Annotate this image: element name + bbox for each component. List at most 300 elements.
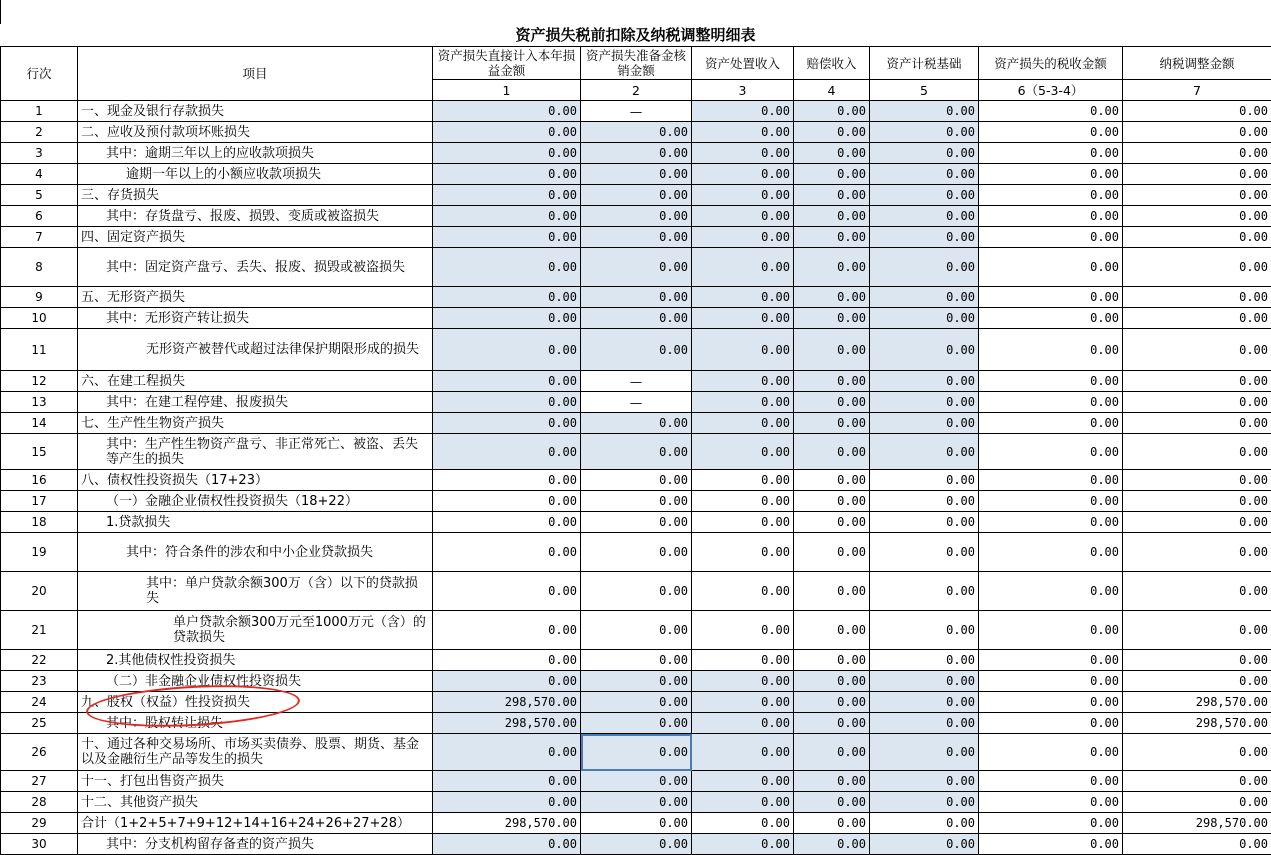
row-item-label: 九、股权（权益）性投资损失 bbox=[78, 692, 433, 713]
cell-col-4: 0.00 bbox=[794, 813, 870, 834]
row-number: 15 bbox=[1, 434, 78, 470]
cell-col-2[interactable]: 0.00 bbox=[581, 248, 692, 287]
cell-col-4: 0.00 bbox=[794, 650, 870, 671]
row-number: 8 bbox=[1, 248, 78, 287]
cell-col-4[interactable]: 0.00 bbox=[794, 671, 870, 692]
page-title: 资产损失税前扣除及纳税调整明细表 bbox=[0, 24, 1271, 46]
cell-col-7: 0.00 bbox=[1123, 122, 1271, 143]
row-item-label: 逾期一年以上的小额应收款项损失 bbox=[78, 164, 433, 185]
table-row bbox=[1, 164, 1271, 185]
row-number: 3 bbox=[1, 143, 78, 164]
cell-col-6: 0.00 bbox=[979, 713, 1123, 734]
table-row bbox=[1, 692, 1271, 713]
row-item-label: 1.贷款损失 bbox=[78, 512, 433, 533]
cell-col-4[interactable]: 0.00 bbox=[794, 392, 870, 413]
cell-col-4[interactable]: 0.00 bbox=[794, 185, 870, 206]
cell-col-6: 0.00 bbox=[979, 771, 1123, 792]
row-item-label: 其中：固定资产盘亏、丢失、报废、损毁或被盗损失 bbox=[78, 248, 433, 287]
cell-col-3[interactable]: 0.00 bbox=[692, 834, 794, 855]
cell-col-1: 0.00 bbox=[433, 491, 581, 512]
row-item-label: 一、现金及银行存款损失 bbox=[78, 101, 433, 122]
colnum-5: 5 bbox=[870, 80, 979, 101]
cell-col-6: 0.00 bbox=[979, 434, 1123, 470]
cell-col-4[interactable]: 0.00 bbox=[794, 434, 870, 470]
cell-col-2[interactable]: 0.00 bbox=[581, 771, 692, 792]
cell-col-3: 0.00 bbox=[692, 470, 794, 491]
row-item-label: 八、债权性投资损失（17+23） bbox=[78, 470, 433, 491]
cell-col-5[interactable]: 0.00 bbox=[870, 248, 979, 287]
cell-col-6: 0.00 bbox=[979, 371, 1123, 392]
header-col-7: 纳税调整金额 bbox=[1123, 47, 1271, 80]
cell-col-4: 0.00 bbox=[794, 533, 870, 572]
cell-col-6: 0.00 bbox=[979, 287, 1123, 308]
table-row bbox=[1, 813, 1271, 834]
cell-col-5: 0.00 bbox=[870, 470, 979, 491]
cell-col-5[interactable]: 0.00 bbox=[870, 308, 979, 329]
row-number: 16 bbox=[1, 470, 78, 491]
row-number: 26 bbox=[1, 734, 78, 771]
row-item-label: 其中：存货盘亏、报废、损毁、变质或被盗损失 bbox=[78, 206, 433, 227]
cell-col-2[interactable]: 0.00 bbox=[581, 143, 692, 164]
cell-col-1[interactable]: 0.00 bbox=[433, 329, 581, 371]
row-item-label: 单户贷款余额300万元至1000万元（含）的 贷款损失 bbox=[78, 611, 433, 650]
cell-col-4[interactable]: 0.00 bbox=[794, 834, 870, 855]
cell-col-6: 0.00 bbox=[979, 470, 1123, 491]
cell-col-7: 0.00 bbox=[1123, 101, 1271, 122]
cell-col-1[interactable]: 0.00 bbox=[433, 122, 581, 143]
cell-col-3[interactable]: 0.00 bbox=[692, 101, 794, 122]
cell-col-7: 0.00 bbox=[1123, 572, 1271, 611]
cell-col-6: 0.00 bbox=[979, 671, 1123, 692]
cell-col-7: 0.00 bbox=[1123, 771, 1271, 792]
cell-col-2: 0.00 bbox=[581, 512, 692, 533]
cell-col-4[interactable]: 0.00 bbox=[794, 329, 870, 371]
cell-col-7: 0.00 bbox=[1123, 287, 1271, 308]
cell-col-2[interactable]: 0.00 bbox=[581, 692, 692, 713]
cell-col-5[interactable]: 0.00 bbox=[870, 771, 979, 792]
table-row bbox=[1, 512, 1271, 533]
row-number: 18 bbox=[1, 512, 78, 533]
cell-col-7: 0.00 bbox=[1123, 248, 1271, 287]
cell-col-4[interactable]: 0.00 bbox=[794, 792, 870, 813]
cell-col-2: 0.00 bbox=[581, 491, 692, 512]
cell-col-6: 0.00 bbox=[979, 491, 1123, 512]
cell-col-1[interactable]: 0.00 bbox=[433, 392, 581, 413]
cell-col-3[interactable]: 0.00 bbox=[692, 734, 794, 771]
cell-col-1[interactable]: 0.00 bbox=[433, 308, 581, 329]
cell-col-1[interactable]: 0.00 bbox=[433, 164, 581, 185]
row-number: 22 bbox=[1, 650, 78, 671]
cell-col-5[interactable]: 0.00 bbox=[870, 206, 979, 227]
header-col-3: 资产处置收入 bbox=[692, 47, 794, 80]
cell-col-2[interactable]: 0.00 bbox=[581, 834, 692, 855]
table-row bbox=[1, 308, 1271, 329]
row-number: 28 bbox=[1, 792, 78, 813]
cell-col-4: 0.00 bbox=[794, 491, 870, 512]
cell-col-1[interactable]: 298,570.00 bbox=[433, 713, 581, 734]
table-row bbox=[1, 392, 1271, 413]
cell-col-2: 0.00 bbox=[581, 813, 692, 834]
row-number: 12 bbox=[1, 371, 78, 392]
cell-col-3[interactable]: 0.00 bbox=[692, 185, 794, 206]
row-item-label: 五、无形资产损失 bbox=[78, 287, 433, 308]
cell-col-1[interactable]: 0.00 bbox=[433, 185, 581, 206]
cell-col-1: 298,570.00 bbox=[433, 813, 581, 834]
cell-col-7: 0.00 bbox=[1123, 512, 1271, 533]
cell-col-1[interactable]: 0.00 bbox=[433, 434, 581, 470]
table-row bbox=[1, 671, 1271, 692]
cell-col-5[interactable]: 0.00 bbox=[870, 122, 979, 143]
cell-col-1[interactable]: 0.00 bbox=[433, 287, 581, 308]
cell-col-1: 0.00 bbox=[433, 611, 581, 650]
cell-col-1: 0.00 bbox=[433, 533, 581, 572]
cell-col-6: 0.00 bbox=[979, 792, 1123, 813]
cell-col-7: 0.00 bbox=[1123, 308, 1271, 329]
cell-col-5[interactable]: 0.00 bbox=[870, 164, 979, 185]
cell-col-2: 0.00 bbox=[581, 533, 692, 572]
cell-col-7: 0.00 bbox=[1123, 734, 1271, 771]
row-item-label: 六、在建工程损失 bbox=[78, 371, 433, 392]
cell-col-6: 0.00 bbox=[979, 392, 1123, 413]
cell-col-4[interactable]: 0.00 bbox=[794, 692, 870, 713]
cell-col-6: 0.00 bbox=[979, 692, 1123, 713]
table-row bbox=[1, 792, 1271, 813]
cell-col-4[interactable]: 0.00 bbox=[794, 227, 870, 248]
table-row bbox=[1, 491, 1271, 512]
cell-col-7: 0.00 bbox=[1123, 671, 1271, 692]
cell-col-2[interactable]: 0.00 bbox=[581, 329, 692, 371]
table-row bbox=[1, 734, 1271, 771]
cell-col-1: 0.00 bbox=[433, 650, 581, 671]
table-row bbox=[1, 371, 1271, 392]
cell-col-3[interactable]: 0.00 bbox=[692, 671, 794, 692]
row-item-label: 无形资产被替代或超过法律保护期限形成的损失 bbox=[78, 329, 433, 371]
cell-col-2[interactable]: 0.00 bbox=[581, 413, 692, 434]
cell-col-7: 298,570.00 bbox=[1123, 692, 1271, 713]
cell-col-2: 0.00 bbox=[581, 650, 692, 671]
cell-col-6: 0.00 bbox=[979, 512, 1123, 533]
cell-col-6: 0.00 bbox=[979, 611, 1123, 650]
cell-col-4[interactable]: 0.00 bbox=[794, 206, 870, 227]
cell-col-4[interactable]: 0.00 bbox=[794, 371, 870, 392]
cell-col-5[interactable]: 0.00 bbox=[870, 692, 979, 713]
cell-col-4[interactable]: 0.00 bbox=[794, 164, 870, 185]
cell-col-6: 0.00 bbox=[979, 308, 1123, 329]
cell-col-5[interactable]: 0.00 bbox=[870, 834, 979, 855]
cell-col-3[interactable]: 0.00 bbox=[692, 164, 794, 185]
cell-col-7: 0.00 bbox=[1123, 533, 1271, 572]
cell-col-5[interactable]: 0.00 bbox=[870, 227, 979, 248]
header-rowno: 行次 bbox=[1, 47, 78, 101]
cell-col-3[interactable]: 0.00 bbox=[692, 308, 794, 329]
row-number: 2 bbox=[1, 122, 78, 143]
row-item-label: 其中：单户贷款余额300万（含）以下的贷款损失 bbox=[78, 572, 433, 611]
cell-col-1: 0.00 bbox=[433, 512, 581, 533]
cell-col-3[interactable]: 0.00 bbox=[692, 771, 794, 792]
cell-col-1[interactable]: 0.00 bbox=[433, 671, 581, 692]
cell-col-6: 0.00 bbox=[979, 122, 1123, 143]
cell-col-5: 0.00 bbox=[870, 491, 979, 512]
cell-col-5[interactable]: 0.00 bbox=[870, 713, 979, 734]
row-number: 25 bbox=[1, 713, 78, 734]
row-item-label: 其中：无形资产转让损失 bbox=[78, 308, 433, 329]
cell-col-7: 0.00 bbox=[1123, 413, 1271, 434]
cell-col-7: 298,570.00 bbox=[1123, 713, 1271, 734]
cell-col-5[interactable]: 0.00 bbox=[870, 413, 979, 434]
sheet-top-area bbox=[0, 0, 1271, 24]
cell-col-5[interactable]: 0.00 bbox=[870, 792, 979, 813]
cell-col-3: 0.00 bbox=[692, 572, 794, 611]
table-row bbox=[1, 572, 1271, 611]
header-item: 项目 bbox=[78, 47, 433, 101]
table-row bbox=[1, 206, 1271, 227]
row-item-label: 其中：股权转让损失 bbox=[78, 713, 433, 734]
table-row bbox=[1, 533, 1271, 572]
cell-col-1[interactable]: 0.00 bbox=[433, 227, 581, 248]
cell-col-4: 0.00 bbox=[794, 512, 870, 533]
cell-col-7: 0.00 bbox=[1123, 164, 1271, 185]
colnum-4: 4 bbox=[794, 80, 870, 101]
cell-col-5[interactable]: 0.00 bbox=[870, 143, 979, 164]
table-row bbox=[1, 650, 1271, 671]
table-row bbox=[1, 227, 1271, 248]
cell-col-2: 0.00 bbox=[581, 470, 692, 491]
cell-col-4[interactable]: 0.00 bbox=[794, 287, 870, 308]
row-item-label: 十、通过各种交易场所、市场买卖债券、股票、期货、基金以及金融衍生产品等发生的损失 bbox=[78, 734, 433, 771]
cell-col-5[interactable]: 0.00 bbox=[870, 671, 979, 692]
header-col-1: 资产损失直接计入本年损益金额 bbox=[433, 47, 581, 80]
table-row bbox=[1, 713, 1271, 734]
cell-col-5[interactable]: 0.00 bbox=[870, 734, 979, 771]
cell-col-2[interactable]: 0.00 bbox=[581, 434, 692, 470]
cell-col-4[interactable]: 0.00 bbox=[794, 713, 870, 734]
row-number: 30 bbox=[1, 834, 78, 855]
cell-col-5: 0.00 bbox=[870, 512, 979, 533]
cell-col-7: 0.00 bbox=[1123, 392, 1271, 413]
row-number: 20 bbox=[1, 572, 78, 611]
row-number: 11 bbox=[1, 329, 78, 371]
row-number: 7 bbox=[1, 227, 78, 248]
row-number: 9 bbox=[1, 287, 78, 308]
cell-col-6: 0.00 bbox=[979, 101, 1123, 122]
cell-col-3: 0.00 bbox=[692, 512, 794, 533]
cell-col-4[interactable]: 0.00 bbox=[794, 413, 870, 434]
cell-col-7: 0.00 bbox=[1123, 371, 1271, 392]
cell-col-3[interactable]: 0.00 bbox=[692, 434, 794, 470]
cell-col-1[interactable]: 0.00 bbox=[433, 206, 581, 227]
row-number: 1 bbox=[1, 101, 78, 122]
cell-col-4: 0.00 bbox=[794, 470, 870, 491]
cell-col-7: 0.00 bbox=[1123, 611, 1271, 650]
row-number: 24 bbox=[1, 692, 78, 713]
cell-col-3[interactable]: 0.00 bbox=[692, 692, 794, 713]
cell-col-3[interactable]: 0.00 bbox=[692, 392, 794, 413]
row-number: 27 bbox=[1, 771, 78, 792]
cell-col-1[interactable]: 0.00 bbox=[433, 734, 581, 771]
row-number: 14 bbox=[1, 413, 78, 434]
cell-col-2: 0.00 bbox=[581, 611, 692, 650]
cell-col-1[interactable]: 0.00 bbox=[433, 101, 581, 122]
cell-col-1[interactable]: 0.00 bbox=[433, 371, 581, 392]
row-number: 17 bbox=[1, 491, 78, 512]
colnum-3: 3 bbox=[692, 80, 794, 101]
cell-col-6: 0.00 bbox=[979, 329, 1123, 371]
cell-col-3[interactable]: 0.00 bbox=[692, 206, 794, 227]
cell-col-2[interactable]: 0.00 bbox=[581, 308, 692, 329]
cell-col-1[interactable]: 0.00 bbox=[433, 413, 581, 434]
cell-col-3[interactable]: 0.00 bbox=[692, 122, 794, 143]
cell-col-1[interactable]: 0.00 bbox=[433, 834, 581, 855]
cell-col-7: 0.00 bbox=[1123, 792, 1271, 813]
detail-table bbox=[0, 46, 1271, 855]
cell-col-4[interactable]: 0.00 bbox=[794, 122, 870, 143]
cell-col-3[interactable]: 0.00 bbox=[692, 792, 794, 813]
row-number: 13 bbox=[1, 392, 78, 413]
cell-col-1[interactable]: 0.00 bbox=[433, 143, 581, 164]
cell-col-3[interactable]: 0.00 bbox=[692, 329, 794, 371]
table-row bbox=[1, 185, 1271, 206]
cell-col-3[interactable]: 0.00 bbox=[692, 371, 794, 392]
cell-col-1[interactable]: 298,570.00 bbox=[433, 692, 581, 713]
cell-col-5[interactable]: 0.00 bbox=[870, 287, 979, 308]
cell-col-2[interactable]: 0.00 bbox=[581, 713, 692, 734]
header-col-6: 资产损失的税收金额 bbox=[979, 47, 1123, 80]
cell-col-3: 0.00 bbox=[692, 491, 794, 512]
cell-col-3: 0.00 bbox=[692, 533, 794, 572]
cell-col-5[interactable]: 0.00 bbox=[870, 371, 979, 392]
cell-col-3[interactable]: 0.00 bbox=[692, 713, 794, 734]
cell-col-2[interactable]: 0.00 bbox=[581, 164, 692, 185]
cell-col-7: 0.00 bbox=[1123, 834, 1271, 855]
cell-col-6: 0.00 bbox=[979, 248, 1123, 287]
cell-col-4[interactable]: 0.00 bbox=[794, 143, 870, 164]
cell-col-3[interactable]: 0.00 bbox=[692, 413, 794, 434]
cell-col-5[interactable]: 0.00 bbox=[870, 101, 979, 122]
header-col-5: 资产计税基础 bbox=[870, 47, 979, 80]
row-item-label: 其中：生产性生物资产盘亏、非正常死亡、被盗、丢失等产生的损失 bbox=[78, 434, 433, 470]
table-row bbox=[1, 143, 1271, 164]
cell-col-2[interactable]: 0.00 bbox=[581, 671, 692, 692]
cell-col-1[interactable]: 0.00 bbox=[433, 792, 581, 813]
cell-col-2[interactable]: 0.00 bbox=[581, 287, 692, 308]
row-item-label: 二、应收及预付款项坏账损失 bbox=[78, 122, 433, 143]
cell-col-5[interactable]: 0.00 bbox=[870, 392, 979, 413]
cell-col-4: 0.00 bbox=[794, 611, 870, 650]
cell-col-6: 0.00 bbox=[979, 413, 1123, 434]
cell-col-3[interactable]: 0.00 bbox=[692, 248, 794, 287]
cell-col-5: 0.00 bbox=[870, 650, 979, 671]
cell-col-2[interactable]: 0.00 bbox=[581, 227, 692, 248]
table-row bbox=[1, 611, 1271, 650]
row-item-label: 十一、打包出售资产损失 bbox=[78, 771, 433, 792]
cell-col-1: 0.00 bbox=[433, 470, 581, 491]
header-col-2: 资产损失准备金核销金额 bbox=[581, 47, 692, 80]
cell-col-3[interactable]: 0.00 bbox=[692, 287, 794, 308]
cell-col-5: 0.00 bbox=[870, 813, 979, 834]
cell-col-2[interactable]: 0.00 bbox=[581, 185, 692, 206]
cell-col-6: 0.00 bbox=[979, 206, 1123, 227]
colnum-7: 7 bbox=[1123, 80, 1271, 101]
row-number: 6 bbox=[1, 206, 78, 227]
cell-col-7: 0.00 bbox=[1123, 329, 1271, 371]
cell-col-6: 0.00 bbox=[979, 572, 1123, 611]
row-number: 10 bbox=[1, 308, 78, 329]
cell-col-6: 0.00 bbox=[979, 164, 1123, 185]
cell-col-6: 0.00 bbox=[979, 533, 1123, 572]
cell-col-1[interactable]: 0.00 bbox=[433, 248, 581, 287]
row-item-label: 四、固定资产损失 bbox=[78, 227, 433, 248]
row-number: 5 bbox=[1, 185, 78, 206]
cell-col-3: 0.00 bbox=[692, 650, 794, 671]
row-item-label: 三、存货损失 bbox=[78, 185, 433, 206]
cell-col-4[interactable]: 0.00 bbox=[794, 308, 870, 329]
cell-col-4[interactable]: 0.00 bbox=[794, 101, 870, 122]
row-item-label: 2.其他债权性投资损失 bbox=[78, 650, 433, 671]
table-row bbox=[1, 771, 1271, 792]
row-number: 4 bbox=[1, 164, 78, 185]
cell-col-2: — bbox=[581, 392, 692, 413]
table-row bbox=[1, 122, 1271, 143]
row-item-label: 十二、其他资产损失 bbox=[78, 792, 433, 813]
cell-col-4[interactable]: 0.00 bbox=[794, 248, 870, 287]
cell-col-4[interactable]: 0.00 bbox=[794, 734, 870, 771]
cell-col-2[interactable]: 0.00 bbox=[581, 792, 692, 813]
cell-col-7: 0.00 bbox=[1123, 227, 1271, 248]
cell-col-7: 0.00 bbox=[1123, 143, 1271, 164]
row-item-label: （二）非金融企业债权性投资损失 bbox=[78, 671, 433, 692]
header-col-4: 赔偿收入 bbox=[794, 47, 870, 80]
cell-col-2: — bbox=[581, 371, 692, 392]
cell-col-2[interactable]: 0.00 bbox=[581, 122, 692, 143]
cell-col-7: 298,570.00 bbox=[1123, 813, 1271, 834]
row-number: 23 bbox=[1, 671, 78, 692]
row-number: 19 bbox=[1, 533, 78, 572]
cell-col-5[interactable]: 0.00 bbox=[870, 185, 979, 206]
cell-col-7: 0.00 bbox=[1123, 434, 1271, 470]
cell-col-2: 0.00 bbox=[581, 572, 692, 611]
header-row bbox=[1, 47, 1271, 80]
cell-col-7: 0.00 bbox=[1123, 650, 1271, 671]
cell-col-5[interactable]: 0.00 bbox=[870, 434, 979, 470]
cell-col-4[interactable]: 0.00 bbox=[794, 771, 870, 792]
row-item-label: 七、生产性生物资产损失 bbox=[78, 413, 433, 434]
cell-col-6: 0.00 bbox=[979, 185, 1123, 206]
cell-col-2[interactable]: 0.00 bbox=[581, 734, 692, 771]
row-number: 29 bbox=[1, 813, 78, 834]
table-row bbox=[1, 248, 1271, 287]
table-row bbox=[1, 329, 1271, 371]
cell-col-5[interactable]: 0.00 bbox=[870, 329, 979, 371]
row-item-label: 其中：符合条件的涉农和中小企业贷款损失 bbox=[78, 533, 433, 572]
row-item-label: 其中：在建工程停建、报废损失 bbox=[78, 392, 433, 413]
cell-col-7: 0.00 bbox=[1123, 206, 1271, 227]
colnum-2: 2 bbox=[581, 80, 692, 101]
cell-col-7: 0.00 bbox=[1123, 470, 1271, 491]
colnum-6: 6（5-3-4） bbox=[979, 80, 1123, 101]
cell-col-3[interactable]: 0.00 bbox=[692, 227, 794, 248]
cell-col-7: 0.00 bbox=[1123, 185, 1271, 206]
cell-col-5: 0.00 bbox=[870, 611, 979, 650]
cell-col-2[interactable]: 0.00 bbox=[581, 206, 692, 227]
cell-col-3[interactable]: 0.00 bbox=[692, 143, 794, 164]
cell-col-1[interactable]: 0.00 bbox=[433, 771, 581, 792]
cell-col-6: 0.00 bbox=[979, 650, 1123, 671]
cell-col-5: 0.00 bbox=[870, 533, 979, 572]
table-row bbox=[1, 101, 1271, 122]
cell-col-5: 0.00 bbox=[870, 572, 979, 611]
cell-col-3: 0.00 bbox=[692, 611, 794, 650]
cell-col-6: 0.00 bbox=[979, 734, 1123, 771]
